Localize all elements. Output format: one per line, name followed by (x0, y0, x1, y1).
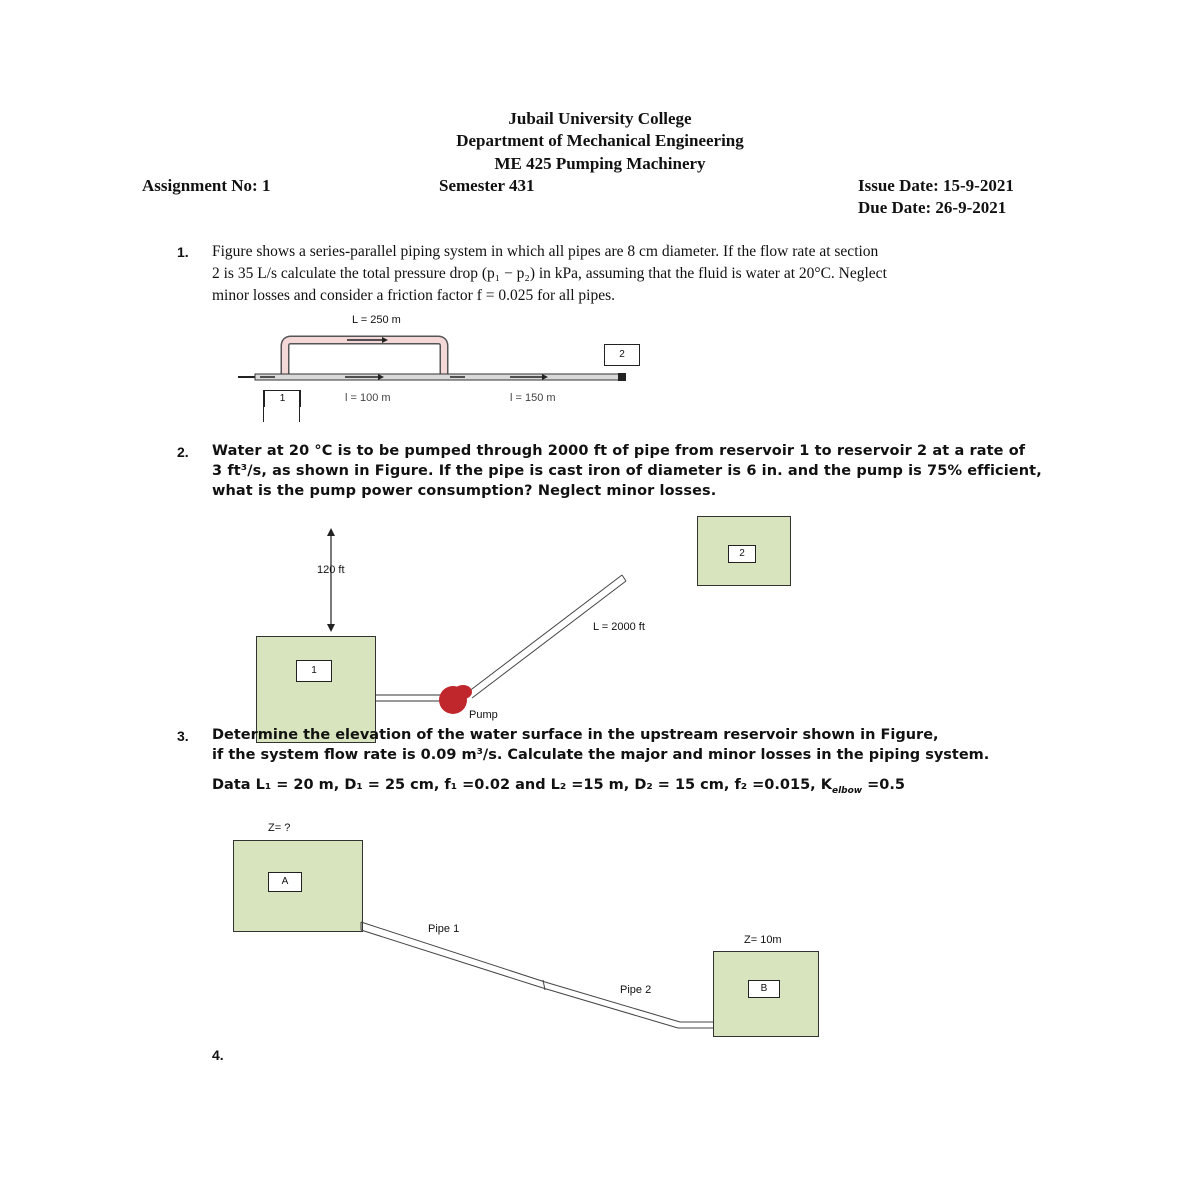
q3-pipe-figure (355, 910, 720, 1035)
q1-section-1-marker (263, 390, 264, 422)
assignment-number: Assignment No: 1 (142, 176, 271, 195)
q1-label-left-length: l = 100 m (345, 392, 391, 404)
q1-line2: 2 is 35 L/s calculate the total pressure drop (p₁ − p₂) in kPa, assuming that the fluid is water at 20°C. Neglect (212, 265, 887, 282)
issue-date: Issue Date: 15-9-2021 (858, 176, 1014, 195)
q1-label-right-length: l = 150 m (510, 392, 556, 404)
q3-number: 3. (177, 728, 189, 744)
q1-section-1-box: 1 (264, 390, 301, 407)
q2-line1: Water at 20 °C is to be pumped through 2000 ft of pipe from reservoir 1 to reservoir 2 at a rate of (212, 443, 1026, 459)
semester: Semester 431 (439, 176, 535, 195)
q2-line3: what is the pump power consumption? Neglect minor losses. (212, 483, 717, 499)
due-date: Due Date: 26-9-2021 (858, 198, 1007, 217)
q1-line3: minor losses and consider a friction factor f = 0.025 for all pipes. (212, 287, 616, 304)
university-name: Jubail University College (508, 109, 692, 128)
q1-number: 1. (177, 244, 189, 260)
q3-line1: Determine the elevation of the water surface in the upstream reservoir shown in Figure, (212, 727, 939, 743)
q3-text (212, 725, 1072, 765)
q1-text (212, 241, 1072, 307)
q3-z-b-label: Z= 10m (744, 934, 782, 946)
q1-line1: Figure shows a series-parallel piping system in which all pipes are 8 cm diameter. If the flow rate at section (212, 243, 879, 260)
q2-reservoir-1-label: 1 (296, 660, 332, 682)
course-name: ME 425 Pumping Machinery (494, 154, 706, 173)
q1-section-1-marker-right (299, 390, 300, 422)
q2-pipe-figure (300, 520, 650, 720)
q3-pipe2-label: Pipe 2 (620, 984, 652, 996)
q2-text (212, 441, 1072, 501)
q1-section-2-box: 2 (604, 344, 640, 366)
q3-reservoir-b-label: B (748, 980, 780, 998)
q2-reservoir-2-label: 2 (728, 545, 756, 563)
q2-line2: 3 ft³/s, as shown in Figure. If the pipe is cast iron of diameter is 6 in. and the pump is 75% efficient, (212, 463, 1042, 479)
q3-reservoir-b-surface (713, 951, 819, 952)
q3-reservoir-a-label: A (268, 872, 302, 892)
q1-label-loop-length: L = 250 m (352, 314, 401, 326)
department-name: Department of Mechanical Engineering (456, 131, 744, 150)
q3-data-line (212, 775, 1072, 801)
q2-pump-label: Pump (469, 709, 498, 721)
q3-pipe1-label: Pipe 1 (428, 923, 460, 935)
q2-length-label: L = 2000 ft (593, 621, 645, 633)
q3-line2: if the system flow rate is 0.09 m³/s. Calculate the major and minor losses in the piping system. (212, 747, 990, 763)
q2-height-label: 120 ft (317, 564, 345, 576)
q4-number: 4. (212, 1047, 224, 1063)
q3-k-value: =0.5 (862, 777, 905, 793)
q2-number: 2. (177, 444, 189, 460)
q3-data-text: Data L₁ = 20 m, D₁ = 25 cm, f₁ =0.02 and L₂ =15 m, D₂ = 15 cm, f₂ =0.015, K (212, 777, 832, 793)
q3-k-subscript: elbow (831, 785, 863, 796)
q3-z-a-label: Z= ? (268, 822, 291, 834)
